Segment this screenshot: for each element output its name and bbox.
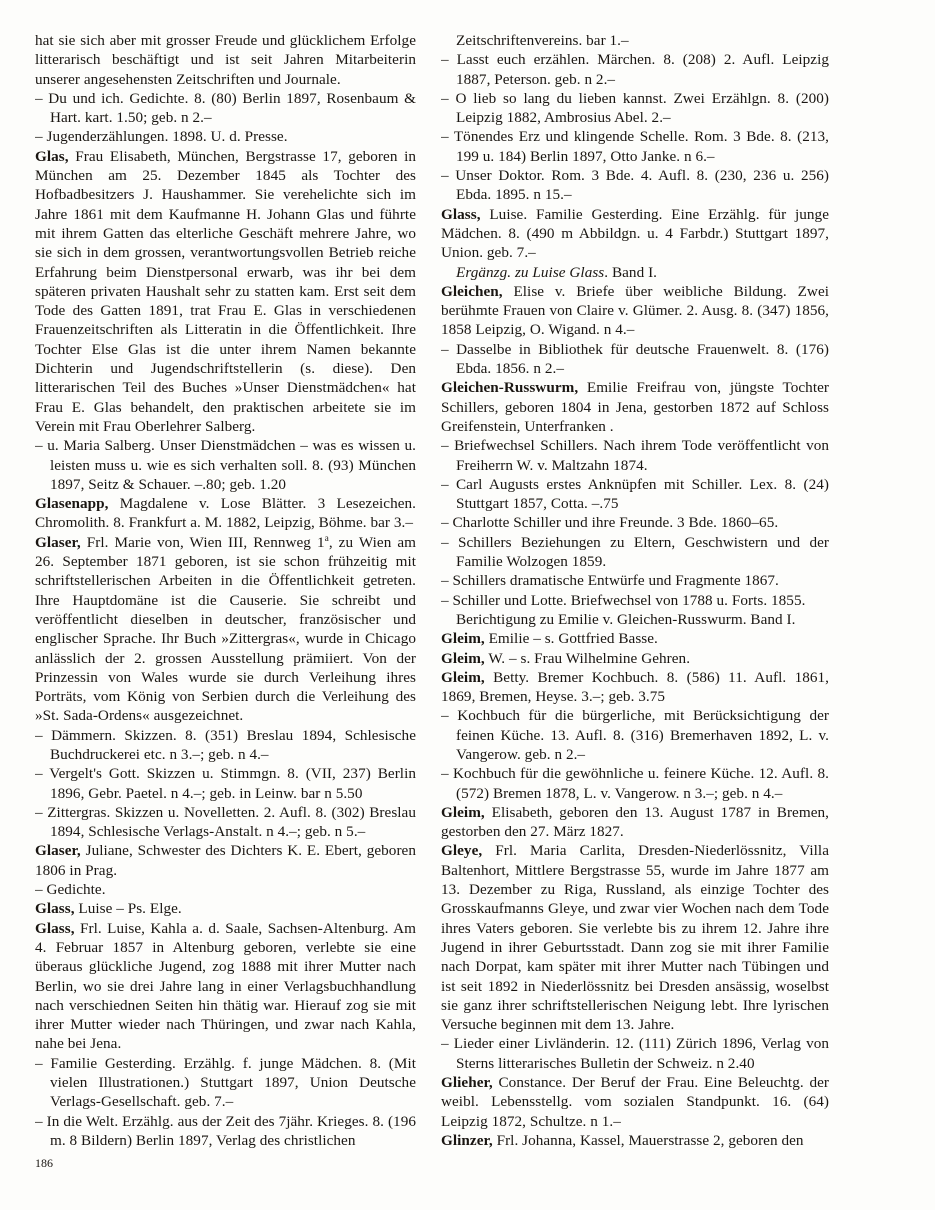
- text-run: W. – s. Frau Wilhelmine Gehren.: [484, 649, 691, 667]
- text-run: , zu Wien am 26. September 1871 geboren, ist sie schon frühzeitig mit schriftstellerischen Arbeiten in die Öffentlichkeit getreten. Ihre Hauptdomäne ist die Causerie. Sie schreibt und veröffentlicht dieselben in deutscher, französischer und englischer Sprache. Ihr Buch »Zittergras«, wurde in Chicago anlässlich der 2. grossen Ausstellung prämiiert. Von der Prinzessin von Wales wurde sie durch Verleihung ihres Porträts, vom König von Serbien durch die Verleihung des »St. Sada-Ordens« ausgezeichnet.: [35, 533, 416, 725]
- work-list-item: [35, 726, 416, 765]
- text-run: – Briefwechsel Schillers. Nach ihrem Tode veröffentlicht von Freiherrn W. v. Maltzahn 1874.: [441, 437, 829, 474]
- work-list-item: [35, 1112, 416, 1151]
- dictionary-entry: [441, 1131, 829, 1150]
- dictionary-entry: [35, 841, 416, 880]
- work-list-item: [441, 166, 829, 205]
- text-run: Luise. Familie Gesterding. Eine Erzählg. für junge Mädchen. 8. (490 m Abbildgn. u. 4 Farbdr.) Stuttgart 1897, Union. geb. 7.–: [441, 205, 829, 262]
- text-run: Elise v. Briefe über weibliche Bildung. Zwei berühmte Frauen von Claire v. Glümer. 2. Ausg. 8. (347) 1856, 1858 Leipzig, O. Wigand. n 4.–: [441, 282, 829, 339]
- work-list-item: [441, 50, 829, 89]
- right-column: [441, 31, 829, 1179]
- text-run: Magdalene v. Lose Blätter. 3 Lesezeichen. Chromolith. 8. Frankfurt a. M. 1882, Leipzig, Böhme. bar 3.–: [35, 495, 416, 532]
- work-list-item: [441, 571, 829, 590]
- dictionary-entry: [441, 803, 829, 842]
- text-run: – Dasselbe in Bibliothek für deutsche Frauenwelt. 8. (176) Ebda. 1856. n 2.–: [441, 340, 829, 378]
- entry-headword: Gleim,: [441, 630, 485, 648]
- text-run: Frl. Luise, Kahla a. d. Saale, Sachsen-Altenburg. Am 4. Februar 1857 in Altenburg geboren, verlebte sie eine überaus glückliche Jugend, zog 1888 mit ihrer Mutter nach Berlin, wo sie drei Jahre lang in einer Verlagsbuchhandlung nach verschiednen Seiten hin thätig war. Hierauf zog sie mit ihrer Mutter wieder nach Thüringen, und zwar nach Kahla, nahe bei Jena.: [35, 919, 416, 1053]
- entry-headword: Glass,: [35, 919, 75, 937]
- dictionary-entry: [35, 533, 416, 726]
- editorial-note: [441, 610, 829, 629]
- work-list-item: [441, 436, 829, 475]
- dictionary-entry: [35, 494, 416, 533]
- text-run: Luise – Ps. Elge.: [74, 900, 182, 918]
- text-run: Frl. Johanna, Kassel, Mauerstrasse 2, geboren den: [492, 1131, 804, 1149]
- dictionary-entry: [441, 841, 829, 1034]
- entry-headword: Gleye,: [441, 842, 483, 860]
- dictionary-entry: [441, 205, 829, 263]
- dictionary-entry: [441, 282, 829, 340]
- entry-headword: Gleichen-Russwurm,: [441, 379, 579, 397]
- text-run: – Kochbuch für die bürgerliche, mit Berücksichtigung der feinen Küche. 13. Aufl. 8. (316) Bremerhaven 1892, L. v. Vangerow. geb. n 2.–: [441, 707, 829, 763]
- text-run: Frl. Maria Carlita, Dresden-Niederlössnitz, Villa Baltenhort, Mittlere Bergstrasse 55, wurde im Jahre 1877 am 13. Dezember zu Riga, Russland, als einzige Tochter des Grosskaufmanns Gleye, und zwar vier Wochen nach dem Tode ihres Vaters geboren. Sie verlebte bis zu ihrem 12. Jahre ihre Jugend in ihrer Geburtsstadt. Dann zog sie mit ihrer Familie nach Dorpat, kam später mit ihrer Mutter nach Tübingen und ist seit 1892 in Niederlössnitz bei Dresden ansässig, woselbst sie ganz ihrer schriftstellerischen Neigung lebt. Ihre lyrischen Versuche beginnen mit dem 13. Jahre.: [441, 842, 829, 1034]
- text-run: – u. Maria Salberg. Unser Dienstmädchen – was es wissen u. leisten muss u. wie es sich verhalten soll. 8. (93) München 1897, Seitz & Schauer. –.80; geb. 1.20: [35, 437, 416, 493]
- text-run: – Schillers Beziehungen zu Eltern, Geschwistern und der Familie Wolzogen 1859.: [441, 533, 829, 571]
- left-column: [35, 31, 416, 1179]
- text-run: – Vergelt's Gott. Skizzen u. Stimmgn. 8. (VII, 237) Berlin 1896, Gebr. Paetel. n 4.–; geb. in Leinw. bar n 5.50: [35, 765, 416, 802]
- text-run: – Jugenderzählungen. 1898. U. d. Presse.: [35, 128, 288, 146]
- text-run: – Unser Doktor. Rom. 3 Bde. 4. Aufl. 8. (230, 236 u. 256) Ebda. 1895. n 15.–: [441, 167, 829, 204]
- text-run: – O lieb so lang du lieben kannst. Zwei Erzählgn. 8. (200) Leipzig 1882, Ambrosius Abel. 2.–: [441, 89, 829, 127]
- entry-headword: Glaser,: [35, 842, 81, 860]
- page-number: 186: [35, 1156, 53, 1170]
- entry-headword: Glieher,: [441, 1074, 493, 1092]
- dictionary-entry: [441, 1073, 829, 1131]
- entry-headword: Gleim,: [441, 649, 485, 667]
- work-list-item: [441, 475, 829, 514]
- entry-headword: Gleichen,: [441, 282, 503, 300]
- entry-headword: Glasenapp,: [35, 495, 109, 513]
- continuation-text: [35, 31, 416, 89]
- work-list-item: [441, 89, 829, 128]
- editorial-note: [441, 263, 829, 282]
- text-run: – Lieder einer Livländerin. 12. (111) Zürich 1896, Verlag von Sterns litterarisches Bulletin der Schweiz. n 2.40: [441, 1035, 829, 1072]
- text-run: Ergänzg. zu Luise Glass: [456, 263, 605, 281]
- entry-headword: Glas,: [35, 147, 69, 165]
- text-run: Juliane, Schwester des Dichters K. E. Ebert, geboren 1806 in Prag.: [35, 842, 416, 879]
- text-run: – Charlotte Schiller und ihre Freunde. 3 Bde. 1860–65.: [441, 514, 779, 532]
- dictionary-entry: [441, 629, 829, 648]
- text-run: Zeitschriftenvereins. bar 1.–: [456, 32, 629, 49]
- text-run: – Schiller und Lotte. Briefwechsel von 1788 u. Forts. 1855.: [441, 591, 806, 609]
- work-list-item: [35, 436, 416, 494]
- work-list-item: [35, 880, 416, 899]
- work-list-item: [35, 764, 416, 803]
- entry-headword: Glass,: [441, 205, 481, 223]
- text-run: hat sie sich aber mit grosser Freude und glücklichem Erfolge litterarisch beschäftigt und ist seit Jahren Mitarbeiterin unserer angesehensten Zeitschriften und Journale.: [35, 32, 416, 88]
- text-run: – In die Welt. Erzählg. aus der Zeit des 7jähr. Krieges. 8. (196 m. 8 Bildern) Berlin 1897, Verlag des christlichen: [35, 1112, 416, 1149]
- text-run: Elisabeth, geboren den 13. August 1787 in Bremen, gestorben den 27. März 1827.: [441, 803, 829, 841]
- text-run: – Du und ich. Gedichte. 8. (80) Berlin 1897, Rosenbaum & Hart. kart. 1.50; geb. n 2.–: [35, 89, 416, 127]
- entry-headword: Glaser,: [35, 533, 81, 551]
- work-list-item: [35, 89, 416, 128]
- work-list-item: [441, 706, 829, 764]
- text-run: – Gedichte.: [35, 881, 106, 899]
- text-run: – Schillers dramatische Entwürfe und Fragmente 1867.: [441, 572, 779, 590]
- entry-headword: Glinzer,: [441, 1131, 493, 1149]
- work-list-item: [441, 591, 829, 610]
- work-list-item: [441, 764, 829, 803]
- work-list-item: [441, 127, 829, 166]
- work-list-item: [441, 513, 829, 532]
- work-list-item: [441, 533, 829, 572]
- work-list-item: [35, 127, 416, 146]
- text-run: – Carl Augusts erstes Anknüpfen mit Schiller. Lex. 8. (24) Stuttgart 1857, Cotta. –.75: [441, 475, 829, 513]
- dictionary-entry: [441, 378, 829, 436]
- text-run: Betty. Bremer Kochbuch. 8. (586) 11. Aufl. 1861, 1869, Bremen, Heyse. 3.–; geb. 3.75: [441, 668, 829, 706]
- entry-headword: Gleim,: [441, 668, 485, 686]
- dictionary-entry: [441, 668, 829, 707]
- dictionary-entry: [441, 649, 829, 668]
- text-run: Frl. Marie von, Wien III, Rennweg 1: [80, 533, 325, 551]
- text-run: Emilie – s. Gottfried Basse.: [484, 630, 658, 648]
- continuation-text: [441, 31, 829, 50]
- text-run: – Tönendes Erz und klingende Schelle. Rom. 3 Bde. 8. (213, 199 u. 184) Berlin 1897, Otto Janke. n 6.–: [441, 128, 829, 165]
- work-list-item: [35, 1054, 416, 1112]
- text-run: . Band I.: [604, 263, 658, 281]
- entry-headword: Gleim,: [441, 803, 485, 821]
- text-run: Frau Elisabeth, München, Bergstrasse 17, geboren in München am 25. Dezember 1845 als Tochter des Hofbadbesitzers J. Haushammer. Sie verehelichte sich im Jahre 1861 mit dem Kaufmanne H. Johann Glas und führte mit ihrem Gatten das elterliche Geschäft mehrere Jahre, wo sie sich in dem grossen, verantwortungsvollen Betrieb reiche Erfahrung beim Dienstpersonal erwarb, was ihr bei dem späteren privaten Haushalt sehr zu statten kam. Erst seit dem Tode des Gatten 1891, trat Frau E. Glas in verschiedenen Frauenzeitschriften als Litteratin in die Öffentlichkeit. Ihre Tochter Else Glas ist die unter ihrem Namen bekannte Dichterin und Jugendschriftstellerin (s. diese). Den litterarischen Teil des Buches »Unser Dienstmädchen« hat Frau E. Glas behandelt, den praktischen arbeitete sie im Verein mit Frau Oberlehrer Salberg.: [35, 147, 416, 435]
- text-run: – Familie Gesterding. Erzählg. f. junge Mädchen. 8. (Mit vielen Illustrationen.) Stuttgart 1897, Union Deutsche Verlags-Gesellschaft. geb. 7.–: [35, 1054, 416, 1111]
- text-run: Berichtigung zu Emilie v. Gleichen-Russwurm. Band I.: [456, 610, 796, 628]
- entry-headword: Glass,: [35, 900, 75, 918]
- text-run: – Zittergras. Skizzen u. Novelletten. 2. Aufl. 8. (302) Breslau 1894, Schlesische Verlags-Anstalt. n 4.–; geb. n 5.–: [35, 803, 416, 841]
- work-list-item: [441, 340, 829, 379]
- text-run: Constance. Der Beruf der Frau. Eine Beleuchtg. der weibl. Lebensstellg. vom sozialen Standpunkt. 16. (64) Leipzig 1872, Schultze. n 1.–: [441, 1074, 829, 1130]
- dictionary-entry: [35, 899, 416, 918]
- dictionary-entry: [35, 147, 416, 436]
- text-run: a: [324, 533, 329, 544]
- work-list-item: [441, 1034, 829, 1073]
- dictionary-entry: [35, 919, 416, 1054]
- text-run: – Lasst euch erzählen. Märchen. 8. (208) 2. Aufl. Leipzig 1887, Peterson. geb. n 2.–: [441, 51, 829, 88]
- text-run: – Dämmern. Skizzen. 8. (351) Breslau 1894, Schlesische Buchdruckerei etc. n 3.–; geb. n 4.–: [35, 726, 416, 763]
- work-list-item: [35, 803, 416, 842]
- text-run: – Kochbuch für die gewöhnliche u. feinere Küche. 12. Aufl. 8. (572) Bremen 1878, L. v. Vangerow. n 3.–; geb. n 4.–: [441, 765, 829, 802]
- text-run: Emilie Freifrau von, jüngste Tochter Schillers, geboren 1804 in Jena, gestorben 1872 auf Schloss Greifenstein, Unterfranken .: [441, 379, 829, 435]
